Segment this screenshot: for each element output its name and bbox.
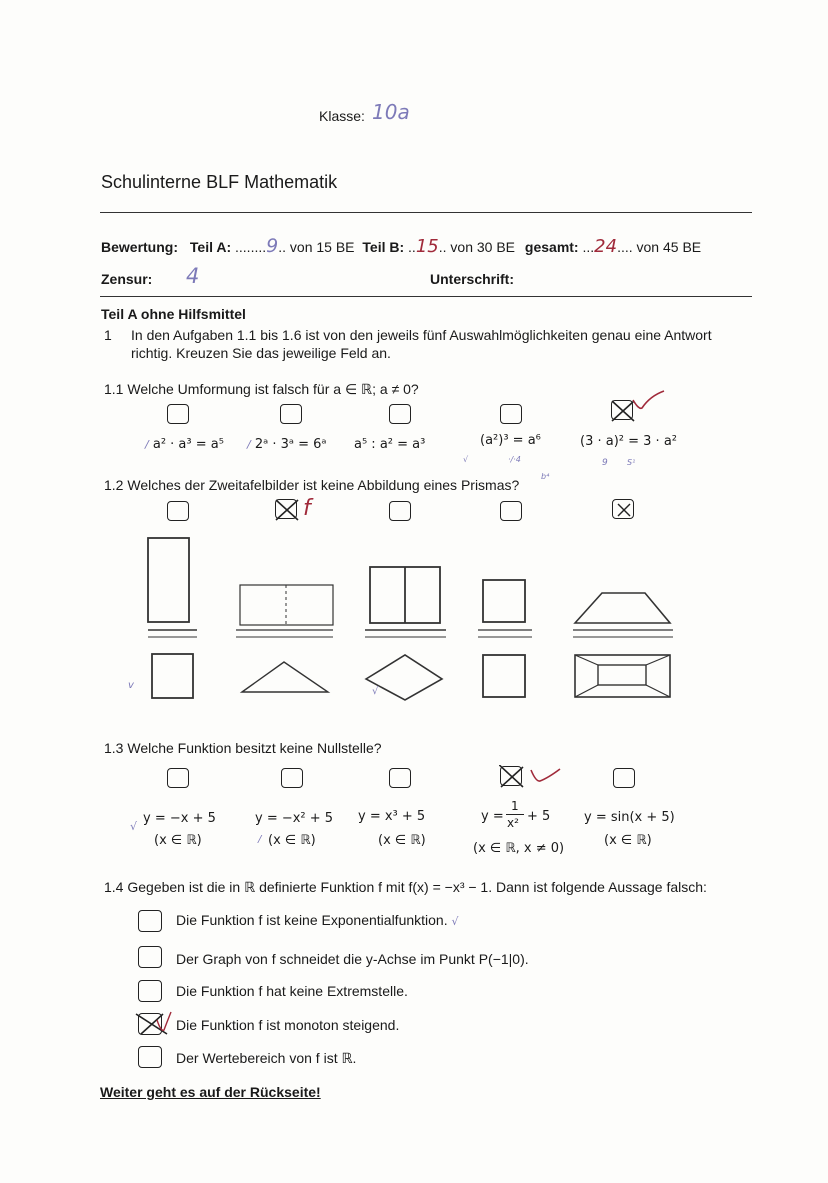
q12-checkbox-3[interactable] bbox=[389, 501, 411, 521]
margin-note: ·/·4 bbox=[508, 455, 521, 464]
q14-option-5: Der Wertebereich von f ist ℝ. bbox=[176, 1050, 357, 1066]
q11-checkbox-3[interactable] bbox=[389, 404, 411, 424]
figure-4-front bbox=[483, 580, 525, 622]
gesamt-of: von 45 BE bbox=[636, 239, 702, 255]
q14-question: 1.4 Gegeben ist die in ℝ definierte Funktion f mit f(x) = −x³ − 1. Dann ist folgende Aussage falsch: bbox=[104, 879, 707, 895]
q13-option-4-suffix: + 5 bbox=[527, 809, 551, 824]
teil-a-label: Teil A: bbox=[189, 239, 232, 255]
q12-checkbox-1[interactable] bbox=[167, 501, 189, 521]
q11-option-3: a⁵ : a² = a³ bbox=[354, 437, 426, 452]
q11-checkbox-2[interactable] bbox=[280, 404, 302, 424]
q13-option-2-domain: (x ∈ ℝ) bbox=[268, 833, 316, 848]
q13-option-3-domain: (x ∈ ℝ) bbox=[378, 833, 426, 848]
q12-checkbox-5[interactable] bbox=[612, 499, 634, 519]
task-text-line1: In den Aufgaben 1.1 bis 1.6 ist von den jeweils fünf Auswahlmöglichkeiten genau eine Antwort bbox=[131, 327, 712, 343]
cross-mark-icon bbox=[274, 498, 300, 522]
q13-option-4-denominator: x² bbox=[507, 816, 519, 830]
q14-option-4: Die Funktion f ist monoton steigend. bbox=[176, 1017, 400, 1033]
check-mark-icon bbox=[528, 764, 562, 786]
q14-option-3: Die Funktion f hat keine Extremstelle. bbox=[176, 983, 408, 999]
q14-checkbox-2[interactable] bbox=[138, 946, 162, 968]
q13-option-2-func: y = −x² + 5 bbox=[255, 811, 334, 826]
figure-1-top bbox=[152, 654, 193, 698]
teil-a-dots-left: ........ bbox=[235, 239, 267, 255]
q13-option-5-func: y = sin(x + 5) bbox=[584, 810, 675, 825]
q14-option-1: Die Funktion f ist keine Exponentialfunktion. √ bbox=[176, 912, 459, 928]
q13-option-1-domain: (x ∈ ℝ) bbox=[154, 833, 202, 848]
margin-note: v bbox=[128, 680, 134, 691]
klasse-value: 10a bbox=[372, 100, 410, 124]
teil-a-of: von 15 BE bbox=[289, 239, 355, 255]
unterschrift-label: Unterschrift: bbox=[430, 271, 515, 287]
margin-note: b⁴ bbox=[541, 472, 550, 481]
q13-question: 1.3 Welche Funktion besitzt keine Nullstelle? bbox=[104, 740, 382, 756]
cross-mark-icon bbox=[133, 1008, 173, 1036]
teil-a-score: 9 bbox=[266, 235, 279, 257]
q13-option-3-func: y = x³ + 5 bbox=[358, 809, 426, 824]
margin-note: / bbox=[258, 834, 262, 845]
cross-mark-icon bbox=[499, 765, 525, 789]
q13-option-1-func: y = −x + 5 bbox=[143, 811, 216, 826]
q13-checkbox-1[interactable] bbox=[167, 768, 189, 788]
section-heading: Teil A ohne Hilfsmittel bbox=[101, 306, 246, 322]
q13-checkbox-2[interactable] bbox=[281, 768, 303, 788]
klasse-label: Klasse: bbox=[319, 108, 365, 124]
margin-note: √ bbox=[463, 455, 469, 464]
fraction-bar bbox=[506, 814, 524, 815]
gesamt-dots-right: .... bbox=[617, 239, 633, 255]
margin-note: √ bbox=[372, 686, 379, 697]
divider bbox=[100, 212, 752, 213]
q11-option-4: (a²)³ = a⁶ bbox=[480, 433, 541, 448]
q11-option-5: (3 · a)² = 3 · a² bbox=[580, 434, 677, 449]
margin-note: f bbox=[303, 496, 311, 521]
q11-option-2: / 2ᵃ · 3ᵃ = 6ᵃ bbox=[247, 437, 327, 452]
q14-checkbox-5[interactable] bbox=[138, 1046, 162, 1068]
q13-option-4-domain: (x ∈ ℝ, x ≠ 0) bbox=[473, 841, 565, 856]
q11-checkbox-4[interactable] bbox=[500, 404, 522, 424]
q11-option-1: / a² · a³ = a⁵ bbox=[145, 437, 224, 452]
margin-note: 9 bbox=[602, 458, 608, 468]
zensur-label: Zensur: bbox=[101, 271, 153, 287]
teil-a-dots-right: .. bbox=[278, 239, 287, 255]
zweitafelbilder-figures bbox=[140, 530, 690, 710]
q11-checkbox-1[interactable] bbox=[167, 404, 189, 424]
continue-note: Weiter geht es auf der Rückseite! bbox=[100, 1084, 321, 1100]
q12-question: 1.2 Welches der Zweitafelbilder ist keine Abbildung eines Prismas? bbox=[104, 477, 520, 493]
divider bbox=[100, 296, 752, 297]
zensur-value: 4 bbox=[186, 264, 200, 288]
margin-note: S¹ bbox=[627, 458, 636, 467]
q13-option-4-prefix: y = bbox=[481, 809, 504, 824]
check-mark-icon bbox=[630, 388, 666, 414]
teil-b-label: Teil B: bbox=[362, 239, 405, 255]
grading-row bbox=[101, 235, 701, 257]
q14-checkbox-1[interactable] bbox=[138, 910, 162, 932]
q11-question: 1.1 Welche Umformung ist falsch für a ∈ ℝ; a ≠ 0? bbox=[104, 381, 419, 397]
q14-checkbox-4[interactable] bbox=[138, 1013, 162, 1035]
gesamt-score: 24 bbox=[594, 236, 618, 257]
q13-checkbox-5[interactable] bbox=[613, 768, 635, 788]
cross-mark-icon bbox=[611, 498, 637, 522]
teil-b-dots-left: .. bbox=[408, 239, 416, 255]
q12-checkbox-2[interactable] bbox=[275, 499, 297, 519]
q13-option-4-numerator: 1 bbox=[511, 799, 519, 813]
q13-option-5-domain: (x ∈ ℝ) bbox=[604, 833, 652, 848]
q14-checkbox-3[interactable] bbox=[138, 980, 162, 1002]
q13-checkbox-4[interactable] bbox=[500, 766, 522, 786]
figure-5-front bbox=[575, 593, 670, 623]
q12-checkbox-4[interactable] bbox=[500, 501, 522, 521]
margin-note: √ bbox=[130, 820, 138, 833]
page-title: Schulinterne BLF Mathematik bbox=[101, 172, 338, 192]
figure-2-top bbox=[242, 662, 328, 692]
gesamt-label: gesamt: bbox=[524, 239, 579, 255]
task-number: 1 bbox=[104, 327, 112, 343]
figure-1-front bbox=[148, 538, 189, 622]
teil-b-of: von 30 BE bbox=[450, 239, 516, 255]
teil-b-dots-right: .. bbox=[438, 239, 447, 255]
teil-b-score: 15 bbox=[415, 236, 439, 257]
task-text-line2: richtig. Kreuzen Sie das jeweilige Feld an. bbox=[131, 345, 391, 361]
gesamt-dots-left: ... bbox=[582, 239, 595, 255]
q14-option-2: Der Graph von f schneidet die y-Achse im Punkt P(−1|0). bbox=[176, 951, 529, 967]
figure-4-top bbox=[483, 655, 525, 697]
q13-checkbox-3[interactable] bbox=[389, 768, 411, 788]
bewertung-label: Bewertung: bbox=[101, 239, 178, 255]
